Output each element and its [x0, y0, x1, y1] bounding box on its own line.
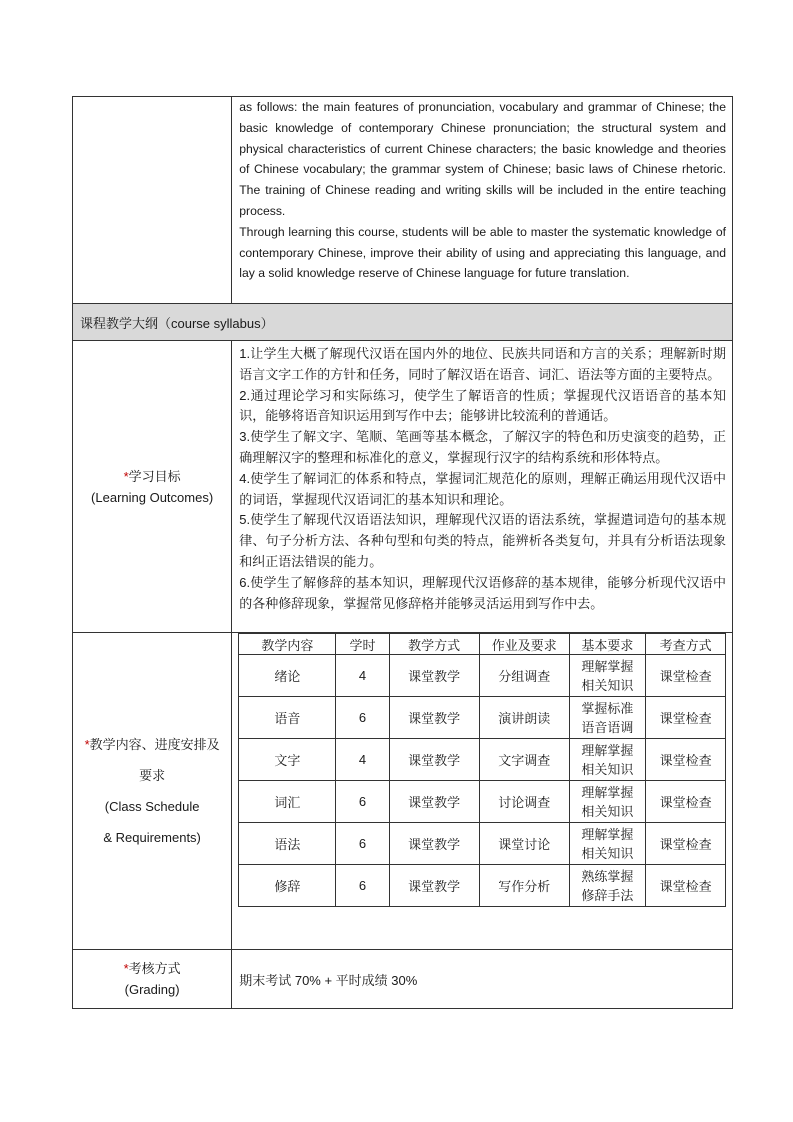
assessment-cell: 课堂检查	[646, 865, 726, 907]
table-row	[239, 865, 726, 907]
hours-cell: 6	[336, 781, 389, 823]
required-star: *	[123, 468, 129, 484]
hours-cell: 4	[336, 739, 389, 781]
assessment-cell: 课堂检查	[646, 823, 726, 865]
assessment-cell: 课堂检查	[646, 781, 726, 823]
course-description	[232, 97, 733, 304]
outcome-item: 5.使学生了解现代汉语语法知识，理解现代汉语的语法系统，掌握遣词造句的基本规律、句子分析方法、各种句型和句类的特点，能辨析各类复句，并具有分析语法现象和纠正语法错误的能力。	[239, 512, 726, 569]
intro-paragraph: as follows: the main features of pronunciation, vocabulary and grammar of Chinese; the basic knowledge of contemporary Chinese pronunciation; the structural system and physical characteristics of current Chinese characters; the basic knowledge and theories of Chinese vocabulary; the grammar system of Chinese; basic laws of Chinese rhetoric. The training of Chinese reading and writing skills will be included in the entire teaching process.	[239, 100, 726, 218]
requirement-line: 熟练掌握	[581, 868, 634, 884]
schedule-label-en-2: & Requirements)	[103, 830, 201, 845]
requirement-line: 相关知识	[581, 761, 634, 777]
learning-outcomes-label	[73, 341, 232, 633]
outcome-item: 1.让学生大概了解现代汉语在国内外的地位、民族共同语和方言的关系；理解新时期语言文字工作的方针和任务，同时了解汉语在语音、词汇、语法等方面的主要特点。	[239, 346, 726, 382]
method-cell: 课堂教学	[389, 865, 479, 907]
requirement-line: 理解掌握	[581, 784, 634, 800]
required-star: *	[84, 737, 90, 752]
syllabus-heading: 课程教学大纲（course syllabus）	[73, 304, 733, 341]
assignment-cell: 课堂讨论	[479, 823, 569, 865]
assignment-cell: 讨论调查	[479, 781, 569, 823]
column-header: 学时	[336, 634, 389, 655]
assignment-cell: 分组调查	[479, 655, 569, 697]
assignment-cell: 文字调查	[479, 739, 569, 781]
content-cell: 语法	[239, 823, 336, 865]
hours-cell: 4	[336, 655, 389, 697]
table-row	[239, 739, 726, 781]
requirement-cell	[569, 781, 645, 823]
grading-label-cn: 考核方式	[128, 961, 181, 976]
table-row	[239, 655, 726, 697]
method-cell: 课堂教学	[389, 697, 479, 739]
schedule-table-cell	[232, 633, 733, 950]
assignment-cell: 演讲朗读	[479, 697, 569, 739]
table-row	[239, 781, 726, 823]
schedule-label-en-1: (Class Schedule	[104, 799, 200, 814]
learning-outcomes-label-en: (Learning Outcomes)	[91, 489, 214, 505]
table-row	[239, 823, 726, 865]
schedule-row	[73, 633, 733, 950]
assessment-cell: 课堂检查	[646, 697, 726, 739]
column-header: 教学方式	[389, 634, 479, 655]
content-cell: 文字	[239, 739, 336, 781]
requirement-cell	[569, 865, 645, 907]
intro-paragraph: Through learning this course, students will be able to master the systematic knowledge of contemporary Chinese, improve their ability of using and appreciating this language, and lay a solid knowledge reserve of Chinese language for future translation.	[239, 224, 726, 281]
outcome-item: 2.通过理论学习和实际练习，使学生了解语音的性质；掌握现代汉语语音的基本知识，能够将语音知识运用到写作中去；能够讲比较流利的普通话。	[239, 387, 726, 424]
requirement-cell	[569, 739, 645, 781]
requirement-line: 语音语调	[581, 719, 634, 735]
schedule-label	[73, 633, 232, 950]
content-cell: 语音	[239, 697, 336, 739]
grading-label	[73, 950, 232, 1009]
course-info-table	[72, 96, 733, 1009]
content-cell: 词汇	[239, 781, 336, 823]
method-cell: 课堂教学	[389, 781, 479, 823]
schedule-table	[238, 633, 726, 907]
table-row	[239, 697, 726, 739]
method-cell: 课堂教学	[389, 655, 479, 697]
learning-outcomes-list	[232, 341, 733, 633]
requirement-line: 相关知识	[581, 803, 634, 819]
column-header: 基本要求	[569, 634, 645, 655]
learning-outcomes-row	[73, 341, 733, 633]
column-header: 教学内容	[239, 634, 336, 655]
syllabus-heading-row	[73, 304, 733, 341]
required-star: *	[123, 961, 129, 976]
hours-cell: 6	[336, 823, 389, 865]
outcome-item: 4.使学生了解词汇的体系和特点，掌握词汇规范化的原则，理解正确运用现代汉语中的词语，掌握现代汉语词汇的基本知识和理论。	[239, 470, 726, 507]
schedule-label-cn-1: 教学内容、进度安排及	[89, 737, 220, 752]
requirement-line: 理解掌握	[581, 826, 634, 842]
grading-label-en: (Grading)	[124, 982, 180, 997]
intro-row	[73, 97, 733, 304]
method-cell: 课堂教学	[389, 739, 479, 781]
requirement-cell	[569, 655, 645, 697]
requirement-line: 掌握标准	[581, 700, 634, 716]
requirement-cell	[569, 697, 645, 739]
outcome-item: 6.使学生了解修辞的基本知识，理解现代汉语修辞的基本规律，能够分析现代汉语中的各种修辞现象，掌握常见修辞格并能够灵活运用到写作中去。	[239, 574, 726, 611]
learning-outcomes-label-cn: 学习目标	[128, 468, 181, 484]
assignment-cell: 写作分析	[479, 865, 569, 907]
requirement-cell	[569, 823, 645, 865]
assessment-cell: 课堂检查	[646, 739, 726, 781]
assessment-cell: 课堂检查	[646, 655, 726, 697]
requirement-line: 理解掌握	[581, 658, 634, 674]
schedule-header-row	[239, 634, 726, 655]
intro-label-cell	[73, 97, 232, 304]
requirement-line: 相关知识	[581, 677, 634, 693]
method-cell: 课堂教学	[389, 823, 479, 865]
requirement-line: 理解掌握	[581, 742, 634, 758]
requirement-line: 相关知识	[581, 845, 634, 861]
outcome-item: 3.使学生了解文字、笔顺、笔画等基本概念，了解汉字的特色和历史演变的趋势，正确理解汉字的整理和标准化的意义，掌握现行汉字的结构系统和形体特点。	[239, 429, 726, 465]
column-header: 考查方式	[646, 634, 726, 655]
hours-cell: 6	[336, 697, 389, 739]
schedule-label-cn-2: 要求	[139, 768, 166, 783]
column-header: 作业及要求	[479, 634, 569, 655]
grading-value: 期末考试 70% + 平时成绩 30%	[232, 950, 733, 1009]
hours-cell: 6	[336, 865, 389, 907]
content-cell: 绪论	[239, 655, 336, 697]
content-cell: 修辞	[239, 865, 336, 907]
requirement-line: 修辞手法	[581, 887, 634, 903]
grading-row	[73, 950, 733, 1009]
